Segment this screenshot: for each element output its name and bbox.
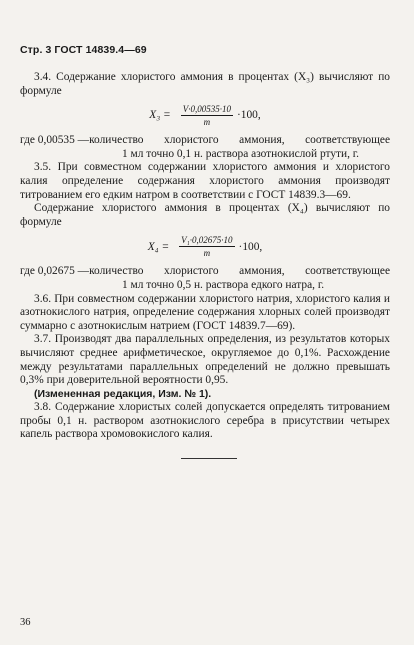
page-header: Стр. 3 ГОСТ 14839.4—69 (20, 44, 147, 56)
formula-lhs: X₄ = (147, 240, 170, 253)
legend-lead: где 0,02675 — (20, 265, 90, 278)
paragraph-3-6: 3.6. При совместном содержании хлористого натрия, хлористого калия и азотнокислого натрия, определение содержания хлорных солей производят суммарно с азотнокислым натрием (ГОСТ 14839.7—69). (20, 292, 390, 332)
formula-numerator: V·0,00535·10 (182, 104, 231, 115)
legend-continuation: 1 мл точно 0,1 н. раствора азотнокислой ртути, г. (122, 147, 360, 160)
formula-fraction (179, 235, 234, 259)
paragraph-3-7: 3.7. Производят два параллельных определения, из результатов которых вычисляют среднее арифметическое, округляемое до 0,1%. Расхождение между результатами параллельных определений не должно превышать 0,3% при доверительной вероятности 0,95. (20, 333, 390, 387)
formula-fraction (181, 104, 233, 128)
section-divider (181, 458, 237, 459)
formula-denominator: m (203, 248, 211, 259)
paragraph-3-5: 3.5. При совместном содержании хлористого аммония и хлористого калия определение содержания хлористого аммония производят титрованием его едким натром в соответствии с ГОСТ 14839.3—69. (20, 161, 390, 201)
legend-line (20, 134, 390, 148)
paragraph-3-4: 3.4. Содержание хлористого аммония в процентах (X₃) вычисляют по формуле (20, 71, 390, 97)
formula-rhs: ·100, (236, 109, 261, 122)
paragraph-formula-intro: Содержание хлористого аммония в процентах (X₄) вычисляют по формуле (20, 202, 390, 228)
amendment-note: (Измененная редакция, Изм. № 1). (34, 387, 212, 400)
document-body (20, 71, 390, 442)
legend-lead: где 0,00535 — (20, 134, 90, 147)
formula-x4 (20, 235, 390, 259)
legend-text: количество хлористого аммония, соответствующее (89, 265, 390, 278)
formula-lhs: X₃ = (149, 109, 171, 122)
formula-denominator: m (203, 117, 211, 128)
paragraph-3-8: 3.8. Содержание хлористых солей допускается определять титрованием пробы 0,1 н. раствором азотнокислого серебра в присутствии четырех капель раствора хромовокислого калия. (20, 401, 390, 441)
formula-rhs: ·100, (238, 240, 263, 253)
legend-text: количество хлористого аммония, соответствующее (89, 134, 390, 147)
formula-x3 (20, 104, 390, 128)
formula-numerator: V₁·0,02675·10 (181, 235, 233, 246)
page-number: 36 (20, 617, 31, 628)
legend-continuation: 1 мл точно 0,5 н. раствора едкого натра, г. (122, 278, 325, 291)
legend-line (20, 265, 390, 279)
